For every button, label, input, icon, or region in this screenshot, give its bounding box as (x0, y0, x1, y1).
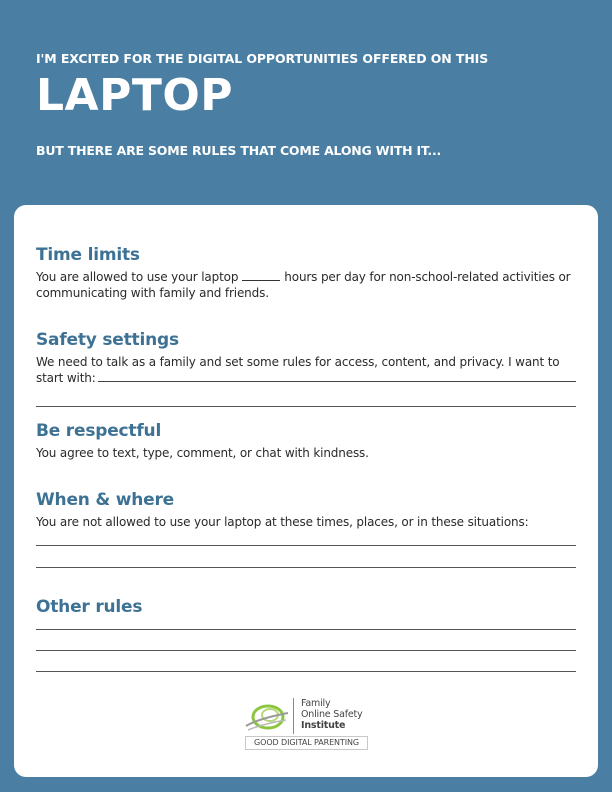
rules-card (14, 205, 598, 777)
section-text-when-where: You are not allowed to use your laptop at these times, places, or in these situations: (36, 515, 529, 529)
section-heading-when-where: When & where (36, 490, 174, 510)
fill-line-other-3 (36, 671, 576, 672)
time-limits-text-after: hours per day for non-school-related activities or communicating with family and friends. (36, 270, 571, 300)
section-heading-safety-settings: Safety settings (36, 330, 179, 350)
section-heading-time-limits: Time limits (36, 245, 140, 265)
section-text-be-respectful: You agree to text, type, comment, or chat with kindness. (36, 446, 369, 460)
logo-line-3: Institute (301, 720, 346, 731)
header-kicker: I'M EXCITED FOR THE DIGITAL OPPORTUNITIES OFFERED ON THIS (36, 51, 489, 66)
time-limits-text-before: You are allowed to use your laptop (36, 270, 239, 284)
hours-blank (242, 270, 280, 281)
section-heading-other-rules: Other rules (36, 597, 143, 617)
logo-divider (293, 698, 294, 734)
start-with-line (98, 370, 576, 382)
section-when-where (36, 490, 576, 530)
section-text-time-limits (36, 269, 576, 301)
logo-line-1: Family (301, 698, 331, 709)
header-subline: BUT THERE ARE SOME RULES THAT COME ALONG WITH IT... (36, 143, 442, 158)
section-be-respectful (36, 421, 576, 461)
section-safety-settings (36, 330, 576, 386)
fill-line-other-1 (36, 629, 576, 630)
logo-tagline: GOOD DIGITAL PARENTING (245, 736, 368, 750)
fill-line-when-1 (36, 545, 576, 546)
section-time-limits (36, 245, 576, 301)
fosi-logo (244, 698, 374, 754)
section-other-rules (36, 597, 576, 617)
fosi-swirl-icon (244, 700, 290, 736)
logo-wordmark (301, 698, 362, 731)
fill-line-other-2 (36, 650, 576, 651)
safety-settings-text: We need to talk as a family and set some rules for access, content, and privacy. I want to start with: (36, 355, 560, 385)
fill-line-when-2 (36, 567, 576, 568)
logo-line-2: Online Safety (301, 709, 363, 720)
fill-line-safety (36, 406, 576, 407)
section-text-safety-settings (36, 354, 576, 386)
section-heading-be-respectful: Be respectful (36, 421, 162, 441)
page-title: LAPTOP (36, 70, 234, 121)
